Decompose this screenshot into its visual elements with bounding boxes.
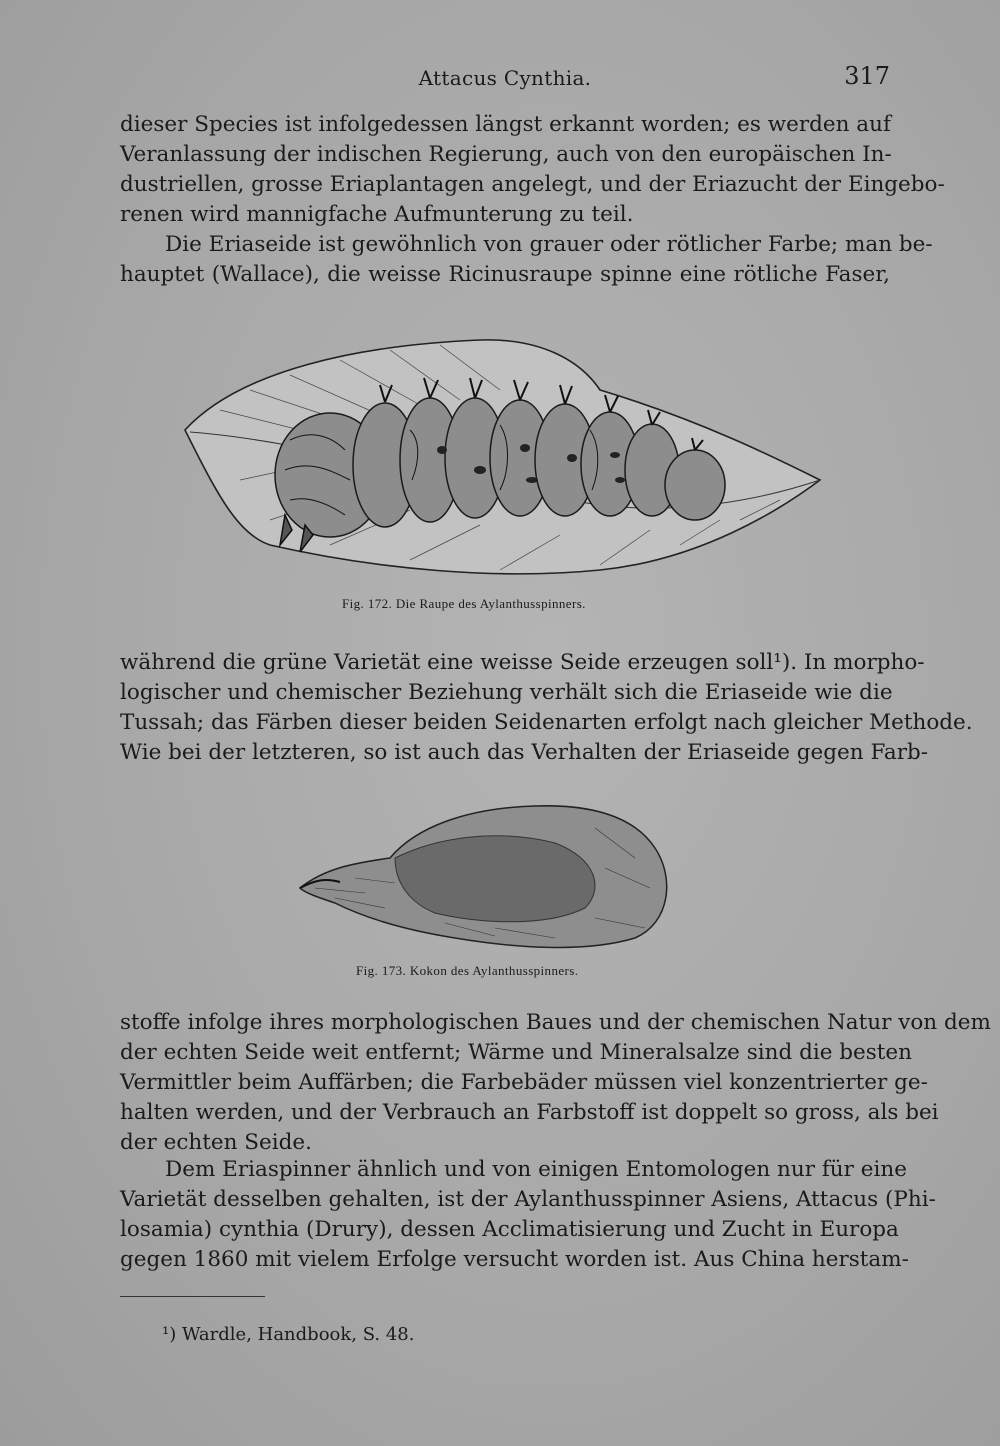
text-line: stoffe infolge ihres morphologischen Baues und der chemischen Natur von dem [120, 1010, 991, 1035]
paragraph-2 [120, 230, 933, 290]
footnote-text: Wardle, Handbook, S. 48. [181, 1324, 415, 1345]
text-line: Tussah; das Färben dieser beiden Seidenarten erfolgt nach gleicher Methode. [120, 710, 973, 735]
running-title: Attacus Cynthia. [418, 66, 592, 90]
text-line: dustriellen, grosse Eriaplantagen angelegt, und der Eriazucht der Eingebo- [120, 172, 945, 197]
text-line: gegen 1860 mit vielem Erfolge versucht worden ist. Aus China herstam- [120, 1247, 909, 1272]
caterpillar-illustration [180, 330, 840, 580]
text-line: während die grüne Varietät eine weisse Seide erzeugen soll¹). In morpho- [120, 650, 925, 675]
text-line: Veranlassung der indischen Regierung, auch von den europäischen In- [120, 142, 892, 167]
text-line: Die Eriaseide ist gewöhnlich von grauer oder rötlicher Farbe; man be- [165, 232, 933, 257]
text-line: der echten Seide weit entfernt; Wärme und Mineralsalze sind die besten [120, 1040, 913, 1065]
text-line: halten werden, und der Verbrauch an Farbstoff ist doppelt so gross, als bei [120, 1100, 939, 1125]
figure-172-caption: Fig. 172. Die Raupe des Aylanthusspinners. [342, 596, 586, 611]
text-line: renen wird mannigfache Aufmunterung zu teil. [120, 202, 634, 227]
text-line: dieser Species ist infolgedessen längst erkannt worden; es werden auf [120, 112, 891, 137]
footnote [162, 1324, 414, 1345]
text-line: losamia) cynthia (Drury), dessen Acclimatisierung und Zucht in Europa [120, 1217, 899, 1242]
text-line: Wie bei der letzteren, so ist auch das Verhalten der Eriaseide gegen Farb- [120, 740, 929, 765]
paragraph-1 [120, 110, 945, 230]
text-line: Varietät desselben gehalten, ist der Aylanthusspinner Asiens, Attacus (Phi- [120, 1187, 936, 1212]
text-line: der echten Seide. [120, 1130, 312, 1155]
paragraph-3 [120, 648, 973, 768]
text-line: hauptet (Wallace), die weisse Ricinusraupe spinne eine rötliche Faser, [120, 262, 890, 287]
page-header [120, 62, 890, 96]
figure-172-caterpillar [180, 330, 840, 584]
footnote-rule [120, 1296, 265, 1297]
paragraph-5 [120, 1155, 936, 1275]
footnote-marker: ¹) [162, 1324, 177, 1345]
paragraph-4 [120, 1008, 991, 1158]
text-line: Dem Eriaspinner ähnlich und von einigen Entomologen nur für eine [165, 1157, 907, 1182]
text-line: logischer und chemischer Beziehung verhält sich die Eriaseide wie die [120, 680, 893, 705]
figure-173-cocoon [295, 798, 675, 962]
text-line: Vermittler beim Auffärben; die Farbebäder müssen viel konzentrierter ge- [120, 1070, 928, 1095]
cocoon-illustration [295, 798, 675, 958]
page-number: 317 [844, 62, 890, 90]
figure-173-caption: Fig. 173. Kokon des Aylanthusspinners. [356, 963, 579, 978]
